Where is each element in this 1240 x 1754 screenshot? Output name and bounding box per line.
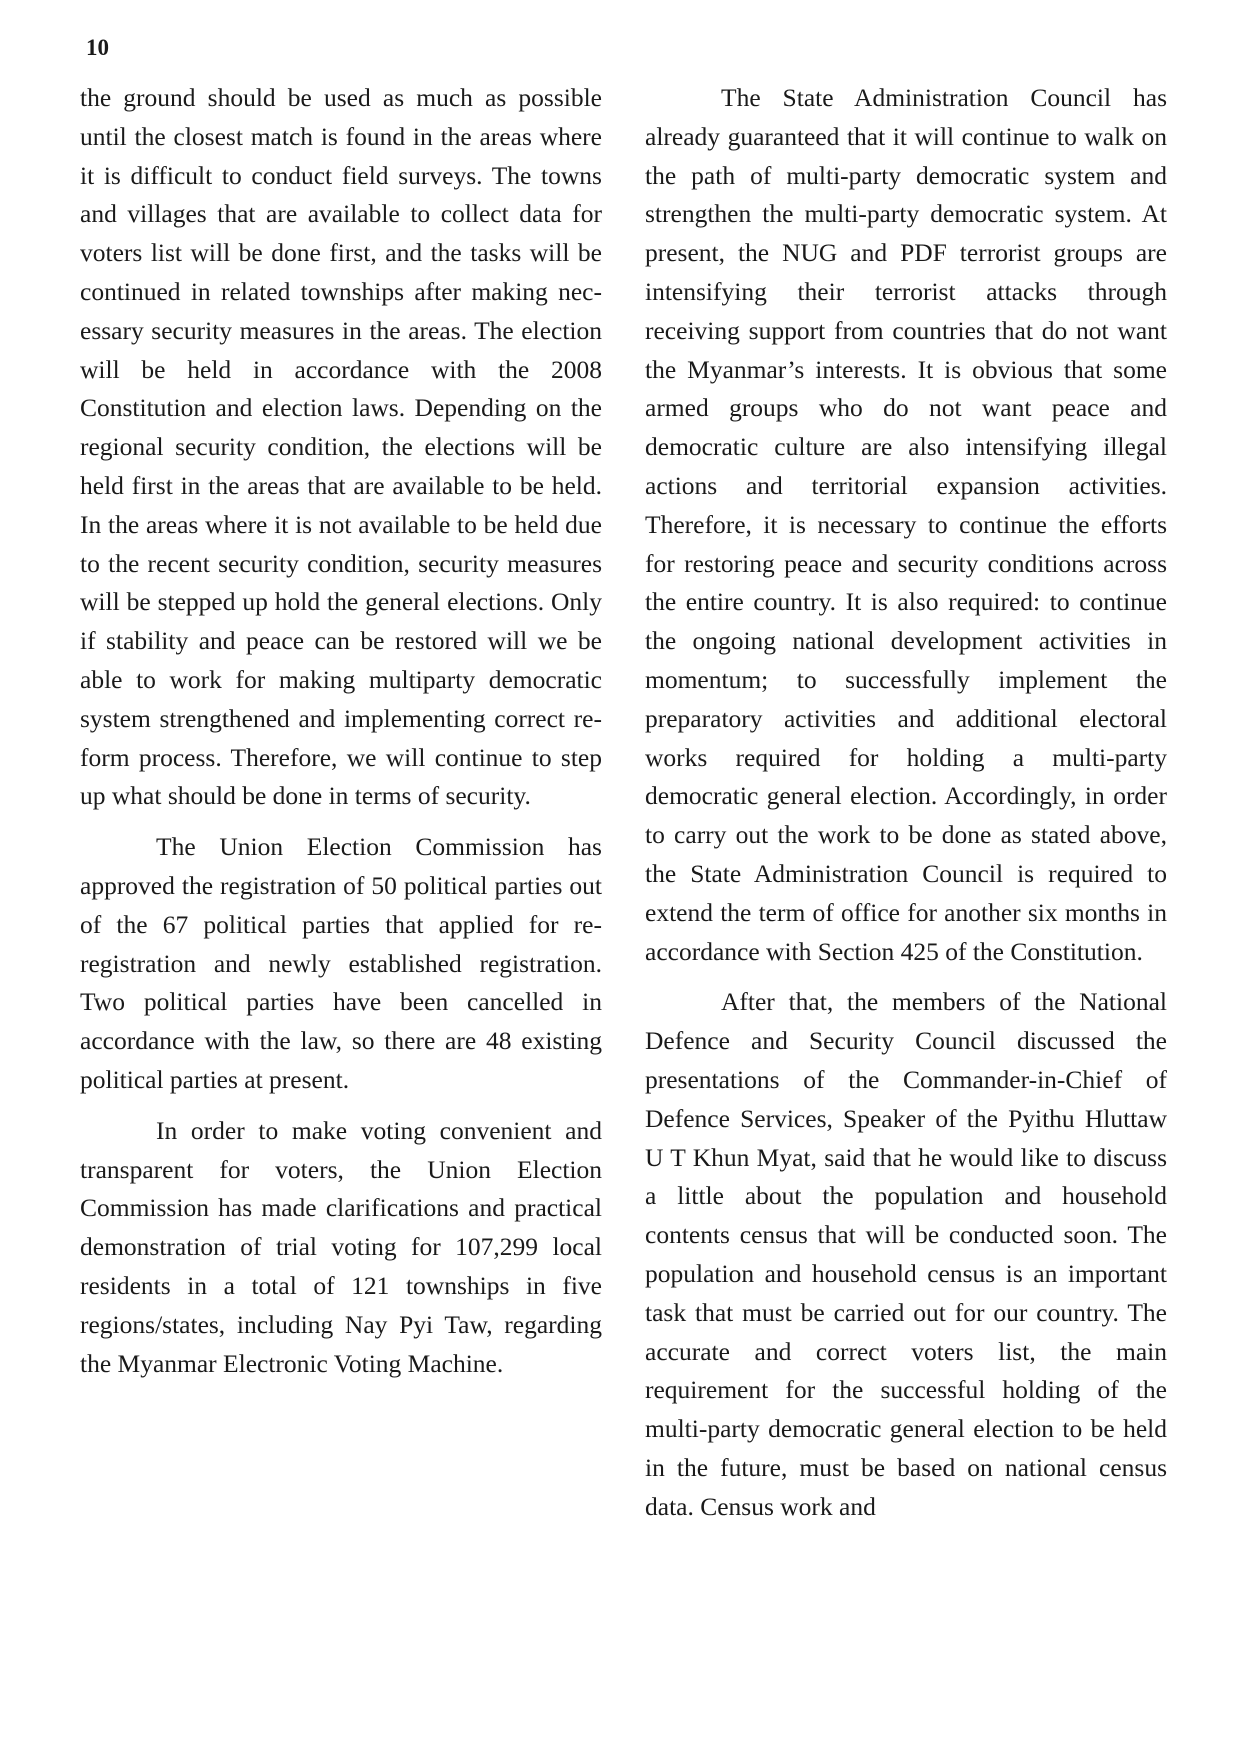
paragraph: In order to make voting convenient and transparent for voters, the Union Election Commission has made clarifications and practical demonstration of trial voting for 107,299 local residents in a total of 121 townships in five regions/states, including Nay Pyi Taw, regarding the Myanmar Electronic Voting Machine.: [80, 1115, 602, 1378]
right-column: [645, 79, 1167, 1538]
paragraph: the ground should be used as much as possible until the closest match is found in the areas where it is difficult to conduct field surveys. The towns and villages that are available to collect data for voters list will be done first, and the tasks will be continued in related townships after making necessary security measures in the areas. The election will be held in accordance with the 2008 Constitution and election laws. Depending on the regional security condition, the elections will be held first in the areas that are available to be held. In the areas where it is not available to be held due to the recent security condition, security measures will be stepped up hold the general elections. Only if stability and peace can be restored will we be able to work for making multiparty democratic system strengthened and implementing correct reform process. Therefore, we will continue to step up what should be done in terms of security.: [80, 83, 602, 811]
left-column: [80, 79, 602, 1395]
paragraph: The Union Election Commission has approved the registration of 50 political parties out of the 67 political parties that applied for re-registration and newly established registration. Two political parties have been cancelled in accordance with the law, so there are 48 existing political parties at present.: [80, 832, 602, 1094]
paragraph: The State Administration Council has already guaranteed that it will continue to walk on the path of multi-party democratic system and strengthen the multi-party democratic system. At present, the NUG and PDF terrorist groups are intensifying their terrorist attacks through receiving support from countries that do not want the Myanmar’s interests. It is obvious that some armed groups who do not want peace and democratic culture are also intensifying illegal actions and territorial expansion activities. Therefore, it is necessary to continue the efforts for restoring peace and security conditions across the entire country. It is also required: to continue the ongoing national development activities in momentum; to successfully implement the preparatory activities and additional electoral works required for holding a multi-party democratic general election. Accordingly, in order to carry out the work to be done as stated above, the State Administration Council is required to extend the term of office for another six months in accordance with Section 425 of the Constitution.: [645, 83, 1167, 966]
page-number: 10: [86, 35, 109, 60]
paragraph: After that, the members of the National Defence and Security Council discussed the presentations of the Commander-in-Chief of Defence Services, Speaker of the Pyithu Hluttaw U T Khun Myat, said that he would like to discuss a little about the population and household contents census that will be conducted soon. The population and household census is an important task that must be carried out for our country. The accurate and correct voters list, the main requirement for the successful holding of the multi-party democratic general election to be held in the future, must be based on national census data. Census work and: [645, 987, 1167, 1521]
